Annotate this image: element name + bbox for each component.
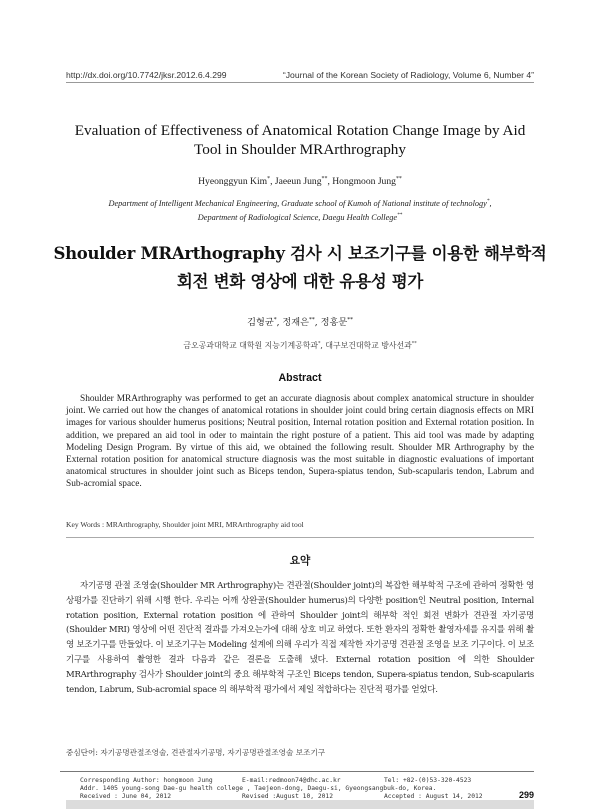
korean-title-line-1: Shoulder MRArthography 검사 시 보조기구를 이용한 해부학적 — [53, 244, 547, 263]
affiliation-mark: ** — [397, 212, 403, 219]
affiliation-mark: * — [317, 340, 321, 347]
abstract-body: Shoulder MRArthrography was performed to get an accurate diagnosis about complex anatomical structure in shoulder joint. We carried out how the changes of anatomical rotations in shoulder joint could bring certain diagnosis effects on MRI images for various shoulder humerus positions; Neutral position, Internal rotation position and External rotation position. In addition, we prepared an aid tool in oder to maintain the right posture of a patient. This aid tool was made by adapting Modeling Design Program. By virtue of this aid, we obtained the following result. Shoulder MR Arthrography by the External rotation position for anatomical structure diagnosis was the most suitable in diagnostic evaluations of important anatomical structures in shoulder joint such as Biceps tendon, Supera-spiatus tendon, Sub-scapularis tendon, Labrum and Sub-acromial space. — [66, 394, 534, 490]
email[interactable]: E-mail:redmoon74@dhc.ac.kr — [242, 777, 341, 784]
author-mark: ** — [395, 175, 402, 182]
journal-running-header: “Journal of the Korean Society of Radiology, Volume 6, Number 4” — [282, 70, 534, 80]
author-mark: * — [273, 316, 277, 323]
author-name: Jaeeun Jung — [274, 176, 322, 187]
telephone: Tel: +82-(0)53-320-4523 — [384, 777, 472, 784]
korean-summary-body: 자기공명 관절 조영술(Shoulder MR Arthrography)는 견관절(Shoulder joint)의 복잡한 해부학적 구조에 관하여 정확한 영상평가를 진단하기 위해 시행 한다. 우리는 어깨 상완골(Shoulder humerus)의 다양한 position인 Neutral position, Internal rotation position, External rotation position 에 관하여 Shoulder joint의 해부학 적인 회전 변화가 견관절 자기공명(Shoulder MRI) 영상에 어떤 진단적 결과를 가져오는가에 대해 상호 비교 하였다. 또한 환자의 정확한 촬영자세를 유지를 위해 촬영 보조기구를 만들었다. 이 보조기구는 Modeling 설계에 의해 우리가 직접 제작한 자기공명 견관절 조영을 보조 기구이다. 이 보조기구를 사용하여 촬영한 결과 다음과 같은 결론을 도출해 냈다. External rotation position 에 의한 Shoulder MRArthrography 검사가 Shoulder joint의 중요 해부학적 구조인 Biceps tendon, Supera-spiatus tendon, Sub-scapularis tendon, Labrum, Sub-acromial space 의 해부학적 평가에서 제일 적합하다는 진단적 평가를 얻었다. — [66, 581, 534, 695]
author-mark: ** — [347, 316, 353, 323]
received-date: Received : June 04, 2012 — [80, 793, 171, 800]
english-title — [40, 121, 560, 159]
affiliation-mark: ** — [411, 340, 417, 347]
english-title-line-2: Tool in Shoulder MRArthrography — [194, 141, 406, 158]
author-name: 김형균 — [247, 317, 274, 328]
korean-keywords: 중심단어: 자기공명관절조영술, 견관절자기공명, 자기공명관절조영술 보조기구 — [66, 748, 326, 757]
corresponding-author: Corresponding Author: hongmoon Jung — [80, 777, 213, 784]
korean-affiliations: 금오공과대학교 대학원 지능기계공학과*, 대구보건대학교 방사선과** — [183, 340, 417, 350]
doi-link[interactable]: http://dx.doi.org/10.7742/jksr.2012.6.4.299 — [66, 70, 227, 80]
author-name: Hyeonggyun Kim — [198, 176, 268, 187]
revised-date: Revised :August 10, 2012 — [242, 793, 333, 800]
english-affiliations — [30, 197, 570, 225]
korean-summary-heading: 요약 — [289, 555, 311, 567]
author-mark: * — [267, 175, 271, 182]
accepted-date: Accepted : August 14, 2012 — [384, 793, 483, 800]
korean-title-line-2: 회전 변화 영상에 대한 유용성 평가 — [176, 272, 424, 291]
affiliation-mark: * — [486, 198, 490, 205]
korean-authors: 김형균*, 정재은**, 정홍문** — [247, 316, 353, 328]
korean-title — [30, 240, 570, 296]
footer-rule — [60, 771, 534, 772]
english-title-line-1: Evaluation of Effectiveness of Anatomical Rotation Change Image by Aid — [74, 122, 526, 139]
author-mark: ** — [321, 175, 328, 182]
english-affiliation-2: Department of Radiological Science, Daegu Health College** — [197, 212, 403, 222]
abstract-heading: Abstract — [278, 372, 322, 384]
english-affiliation-1: Department of Intelligent Mechanical Engineering, Graduate school of Kumoh of National institute of technology*, — [108, 198, 492, 208]
address: Addr. 1405 young-song Dae-gu health college , Taejeon-dong, Daegu-si, Gyeongsangbuk-do, Korea. — [80, 785, 437, 792]
page-number: 299 — [518, 790, 534, 800]
english-authors: Hyeonggyun Kim*, Jaeeun Jung**, Hongmoon Jung** — [198, 175, 402, 187]
english-keywords: Key Words : MRArthrography, Shoulder joint MRI, MRArthrography aid tool — [66, 520, 304, 529]
author-name: 정재은 — [282, 317, 310, 328]
header-rule — [66, 82, 534, 83]
author-mark: ** — [309, 316, 315, 323]
author-name: Hongmoon Jung — [332, 176, 396, 187]
author-name: 정홍문 — [320, 317, 348, 328]
keywords-rule — [66, 537, 534, 538]
